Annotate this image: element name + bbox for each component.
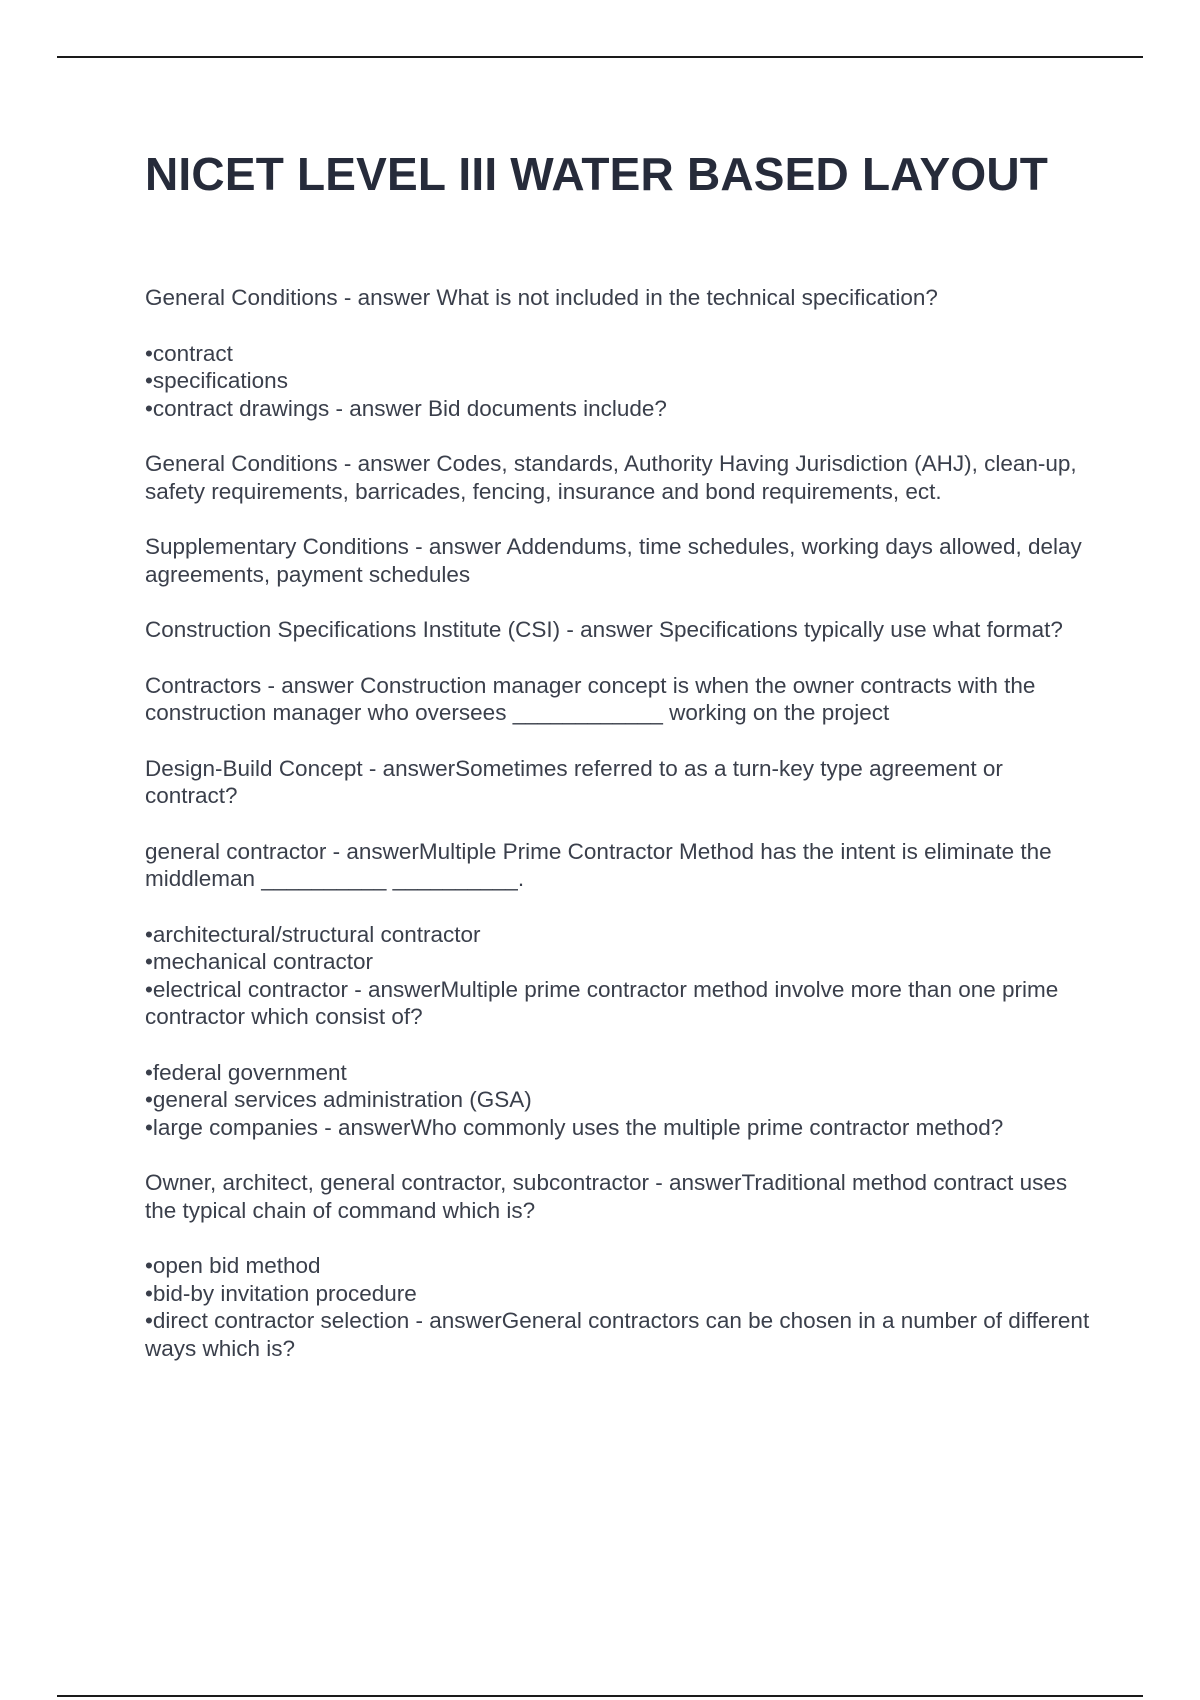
qa-entry: [145, 616, 1090, 644]
qa-entry: [145, 450, 1090, 505]
qa-entry: [145, 838, 1090, 893]
qa-entry-line: Owner, architect, general contractor, subcontractor - answerTraditional method contract uses the typical chain of command which is?: [145, 1170, 1068, 1223]
qa-entry-line: •electrical contractor - answerMultiple prime contractor method involve more than one prime contractor which consist of?: [145, 976, 1059, 1029]
qa-entry: [145, 1252, 1090, 1362]
qa-entry: [145, 1169, 1090, 1224]
document-body: [145, 284, 1090, 1390]
qa-entry-line: •direct contractor selection - answerGeneral contractors can be chosen in a number of different ways which is?: [145, 1308, 1090, 1361]
qa-entry-line: •contract: [145, 340, 233, 366]
qa-entry-line: •open bid method: [145, 1253, 321, 1278]
qa-entry-line: •architectural/structural contractor: [145, 921, 481, 947]
qa-entry-line: •federal government: [145, 1059, 347, 1085]
qa-entry-line: Contractors - answer Construction manager concept is when the owner contracts with the construction manager who oversees ____________ working on the project: [145, 672, 1036, 725]
top-divider: [57, 56, 1143, 58]
qa-entry-line: General Conditions - answer What is not included in the technical specification?: [145, 285, 938, 310]
qa-entry-line: Design-Build Concept - answerSometimes referred to as a turn-key type agreement or contract?: [145, 755, 1003, 808]
qa-entry-line: general contractor - answerMultiple Prime Contractor Method has the intent is eliminate the middleman __________ __________.: [145, 838, 1052, 891]
qa-entry: [145, 340, 1090, 423]
qa-entry: [145, 921, 1090, 1031]
qa-entry: [145, 533, 1090, 588]
qa-entry-line: •large companies - answerWho commonly uses the multiple prime contractor method?: [145, 1114, 1004, 1140]
qa-entry: [145, 672, 1090, 727]
qa-entry-line: •specifications: [145, 368, 288, 393]
qa-entry-line: •general services administration (GSA): [145, 1087, 532, 1112]
qa-entry-line: General Conditions - answer Codes, standards, Authority Having Jurisdiction (AHJ), clean-up, safety requirements, barricades, fencing, insurance and bond requirements, ect.: [145, 451, 1077, 504]
qa-entry-line: •bid-by invitation procedure: [145, 1280, 417, 1306]
qa-entry-line: •mechanical contractor: [145, 949, 373, 974]
qa-entry-line: •contract drawings - answer Bid documents include?: [145, 395, 667, 421]
qa-entry: [145, 284, 1090, 312]
qa-entry-line: Supplementary Conditions - answer Addendums, time schedules, working days allowed, delay agreements, payment schedules: [145, 534, 1082, 587]
page-title: NICET LEVEL III WATER BASED LAYOUT: [145, 148, 1049, 200]
bottom-divider: [57, 1695, 1143, 1697]
qa-entry: [145, 1059, 1090, 1142]
qa-entry-line: Construction Specifications Institute (CSI) - answer Specifications typically use what format?: [145, 617, 1063, 642]
qa-entry: [145, 755, 1090, 810]
